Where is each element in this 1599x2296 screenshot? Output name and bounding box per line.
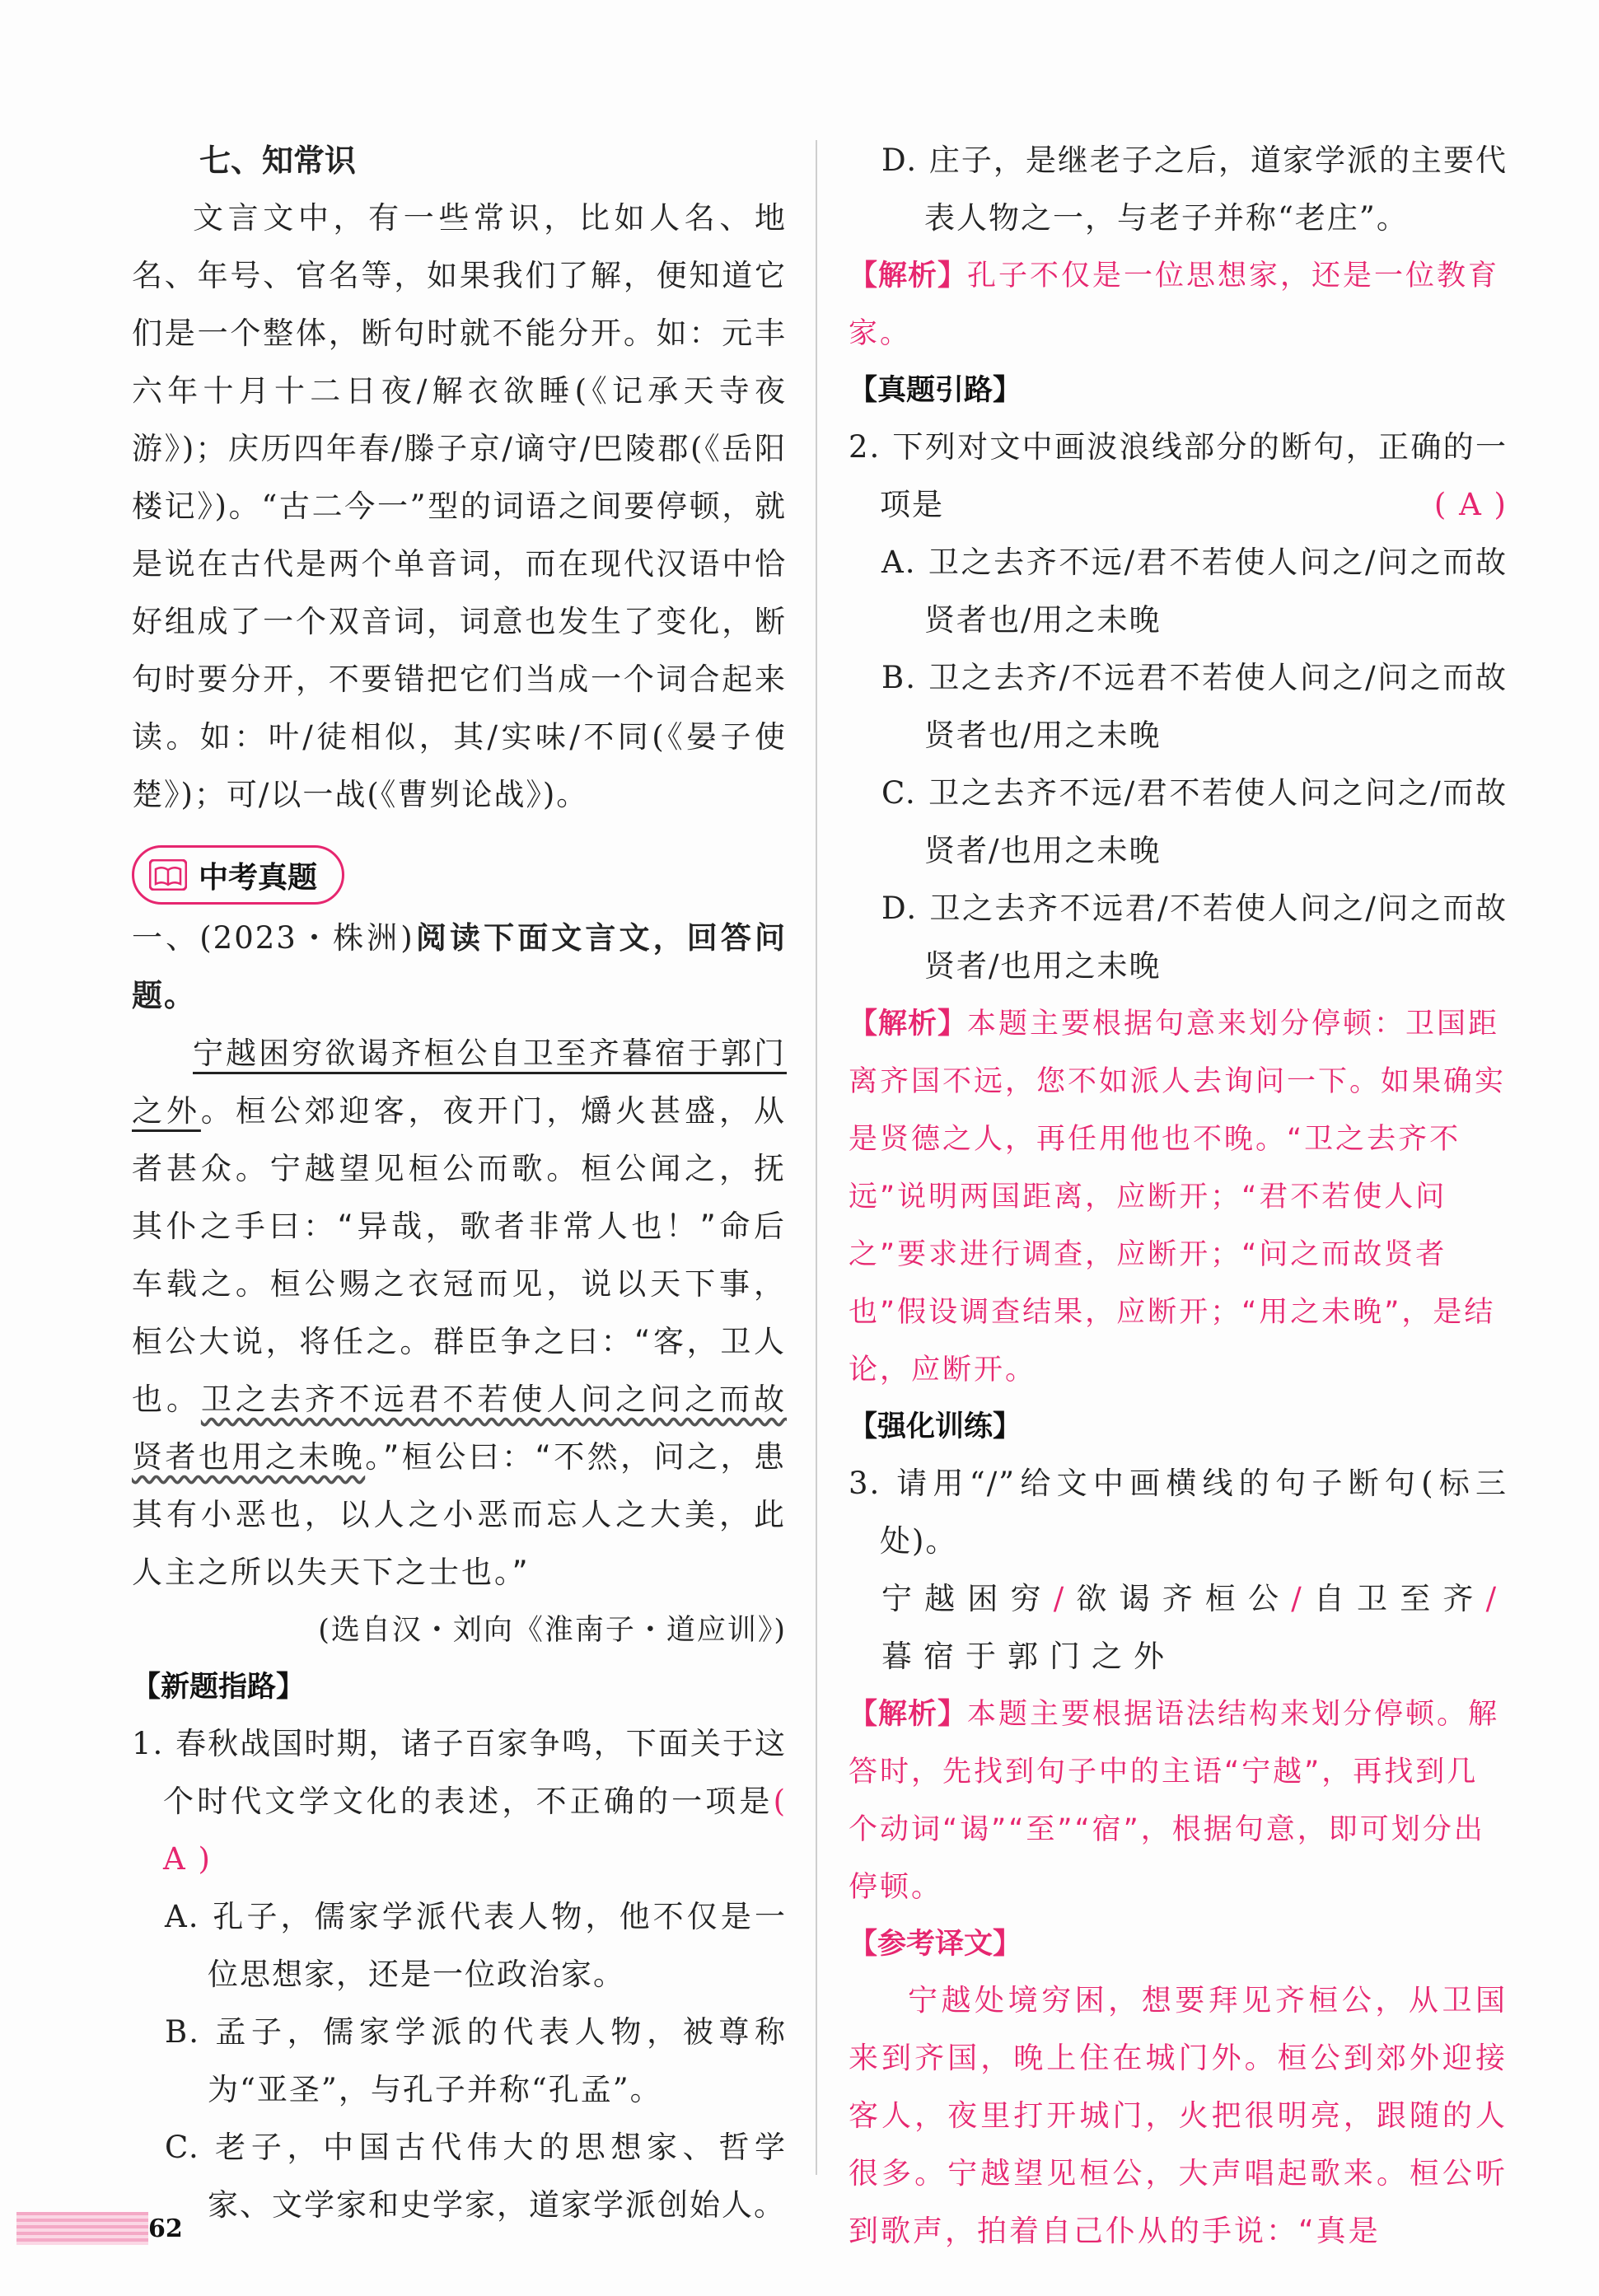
segment-2: 欲谒齐桓公 xyxy=(1075,1581,1292,1616)
question-1-option-c: C. 老子，中国古代伟大的思想家、哲学家、文学家和史学家，道家学派创始人。 xyxy=(165,2130,787,2223)
passage-text-2: 。”桓公曰：“不然，问之，患其有小恶也，以人之小恶而忘人之大美，此人主之所以失天下之士也。” xyxy=(132,1439,788,1590)
question-2-option-c: C. 卫之去齐不远/君不若使人问之问之/而故贤者/也用之未晚 xyxy=(881,775,1508,868)
question-3-explanation xyxy=(849,1686,1508,1916)
break-slash-1: / xyxy=(1053,1581,1076,1616)
question-2-answer: ( A ) xyxy=(1433,487,1508,522)
segment-3: 自卫至齐 xyxy=(1312,1581,1486,1616)
segment-4: 暮宿于郭门之外 xyxy=(881,1639,1176,1674)
question-3-explanation-text: 本题主要根据语法结构来划分停顿。解答时，先找到句子中的主语“宁越”，再找到几个动词“谒”“至”“宿”，根据句意，即可划分出停顿。 xyxy=(849,1698,1500,1904)
break-slash-3: / xyxy=(1485,1581,1508,1616)
question-1-explanation-text: 孔子不仅是一位思想家，还是一位教育家。 xyxy=(849,260,1500,350)
page-footer-bar xyxy=(16,2212,148,2245)
question-2-explanation-text: 本题主要根据句意来划分停顿：卫国距离齐国不远，您不如派人去询问一下。如果确实是贤德之人，再任用他也不晚。“卫之去齐不远”说明两国距离，应断开；“君不若使人问之”要求进行调查，应断开；“问之而故贤者也”假设调查结果，应断开；“用之未晚”，是结论，应断开。 xyxy=(849,1008,1507,1386)
badge-label: 中考真题 xyxy=(199,860,318,895)
tag-training: 【强化训练】 xyxy=(849,1410,1022,1443)
question-3: 3. 请用“/”给文中画横线的句子断句(标三处)。 xyxy=(849,1466,1508,1559)
question-1-option-a: A. 孔子，儒家学派代表人物，他不仅是一位思想家，还是一位政治家。 xyxy=(165,1899,787,1992)
question-1-option-b: B. 孟子，儒家学派的代表人物，被尊称为“亚圣”，与孔子并称“孔孟”。 xyxy=(165,2014,787,2107)
left-column xyxy=(132,132,787,2234)
problem-source-tag: 一、(2023・株洲) xyxy=(132,920,414,956)
question-2-text: 2. 下列对文中画波浪线部分的断句，正确的一项是 xyxy=(849,429,1508,522)
passage-wavy-sentence: 卫之去齐不远君不若使人问之问之而故贤者也用之未晚 xyxy=(132,1382,788,1475)
tag-new-question: 【新题指路】 xyxy=(132,1671,306,1704)
column-divider xyxy=(816,140,817,2175)
question-2-option-d: D. 卫之去齐不远君/不若使人问之/问之而故贤者/也用之未晚 xyxy=(881,891,1508,984)
question-3-answer-sentence xyxy=(881,1570,1508,1686)
section-heading: 七、知常识 xyxy=(199,143,357,179)
segment-1: 宁越困穷 xyxy=(881,1581,1054,1616)
break-slash-2: / xyxy=(1291,1581,1313,1616)
knowledge-paragraph: 文言文中，有一些常识，比如人名、地名、年号、官名等，如果我们了解，便知道它们是一个整体，断句时就不能分开。如：元丰六年十月十二日夜/解衣欲睡(《记承天寺夜游》)；庆历四年春/滕子京/谪守/巴陵郡(《岳阳楼记》)。“古二今一”型的词语之间要停顿，就是说在古代是两个单音词，而在现代汉语中恰好组成了一个双音词，词意也发生了变化，断句时要分开，不要错把它们当成一个词合起来读。如：叶/徒相似，其/实味/不同(《晏子使楚》)；可/以一战(《曹刿论战》)。 xyxy=(132,200,787,812)
classical-passage xyxy=(132,1025,787,1602)
problem-heading xyxy=(132,910,787,1025)
tag-real-exam: 【真题引路】 xyxy=(849,374,1022,407)
passage-source: (选自汉・刘向《淮南子・道应训》) xyxy=(318,1614,787,1647)
question-1-explanation xyxy=(849,247,1508,362)
question-2-option-b: B. 卫之去齐/不远君不若使人问之/问之而故贤者也/用之未晚 xyxy=(881,660,1508,753)
question-1-answer: ( A ) xyxy=(163,1784,787,1877)
question-2 xyxy=(849,419,1508,534)
book-icon xyxy=(149,859,187,891)
exam-badge xyxy=(132,845,344,905)
explanation-label: 【解析】 xyxy=(849,1698,968,1731)
question-2-option-a: A. 卫之去齐不远/君不若使人问之/问之而故贤者也/用之未晚 xyxy=(881,545,1508,638)
right-column xyxy=(849,132,1508,2261)
question-2-explanation xyxy=(849,995,1508,1399)
explanation-label: 【解析】 xyxy=(849,260,968,292)
passage-text-1: 。桓公郊迎客，夜开门，爝火甚盛，从者甚众。宁越望见桓公而歌。桓公闻之，抚其仆之手曰：“异哉，歌者非常人也！”命后车载之。桓公赐之衣冠而见，说以天下事，桓公大说，将任之。群臣争之曰：“客，卫人也。 xyxy=(132,1093,788,1417)
passage-underlined-sentence: 宁越困穷欲谒齐桓公自卫至齐暮宿于郭门之外 xyxy=(132,1036,787,1129)
question-1-text: 1. 春秋战国时期，诸子百家争鸣，下面关于这个时代文学文化的表述，不正确的一项是 xyxy=(132,1726,787,1819)
explanation-label: 【解析】 xyxy=(849,1008,968,1040)
problem-instruction: 阅读下面文言文，回答问题。 xyxy=(132,920,787,1013)
question-1-option-d: D. 庄子，是继老子之后，道家学派的主要代表人物之一，与老子并称“老庄”。 xyxy=(881,143,1508,236)
tag-reference-translation: 【参考译文】 xyxy=(849,1928,1022,1961)
question-1 xyxy=(132,1715,787,1888)
page-number: 62 xyxy=(148,2214,183,2243)
reference-translation: 宁越处境穷困，想要拜见齐桓公，从卫国来到齐国，晚上住在城门外。桓公到郊外迎接客人，夜里打开城门，火把很明亮，跟随的人很多。宁越望见桓公，大声唱起歌来。桓公听到歌声，拍着自己仆从的手说：“真是 xyxy=(849,1984,1508,2248)
